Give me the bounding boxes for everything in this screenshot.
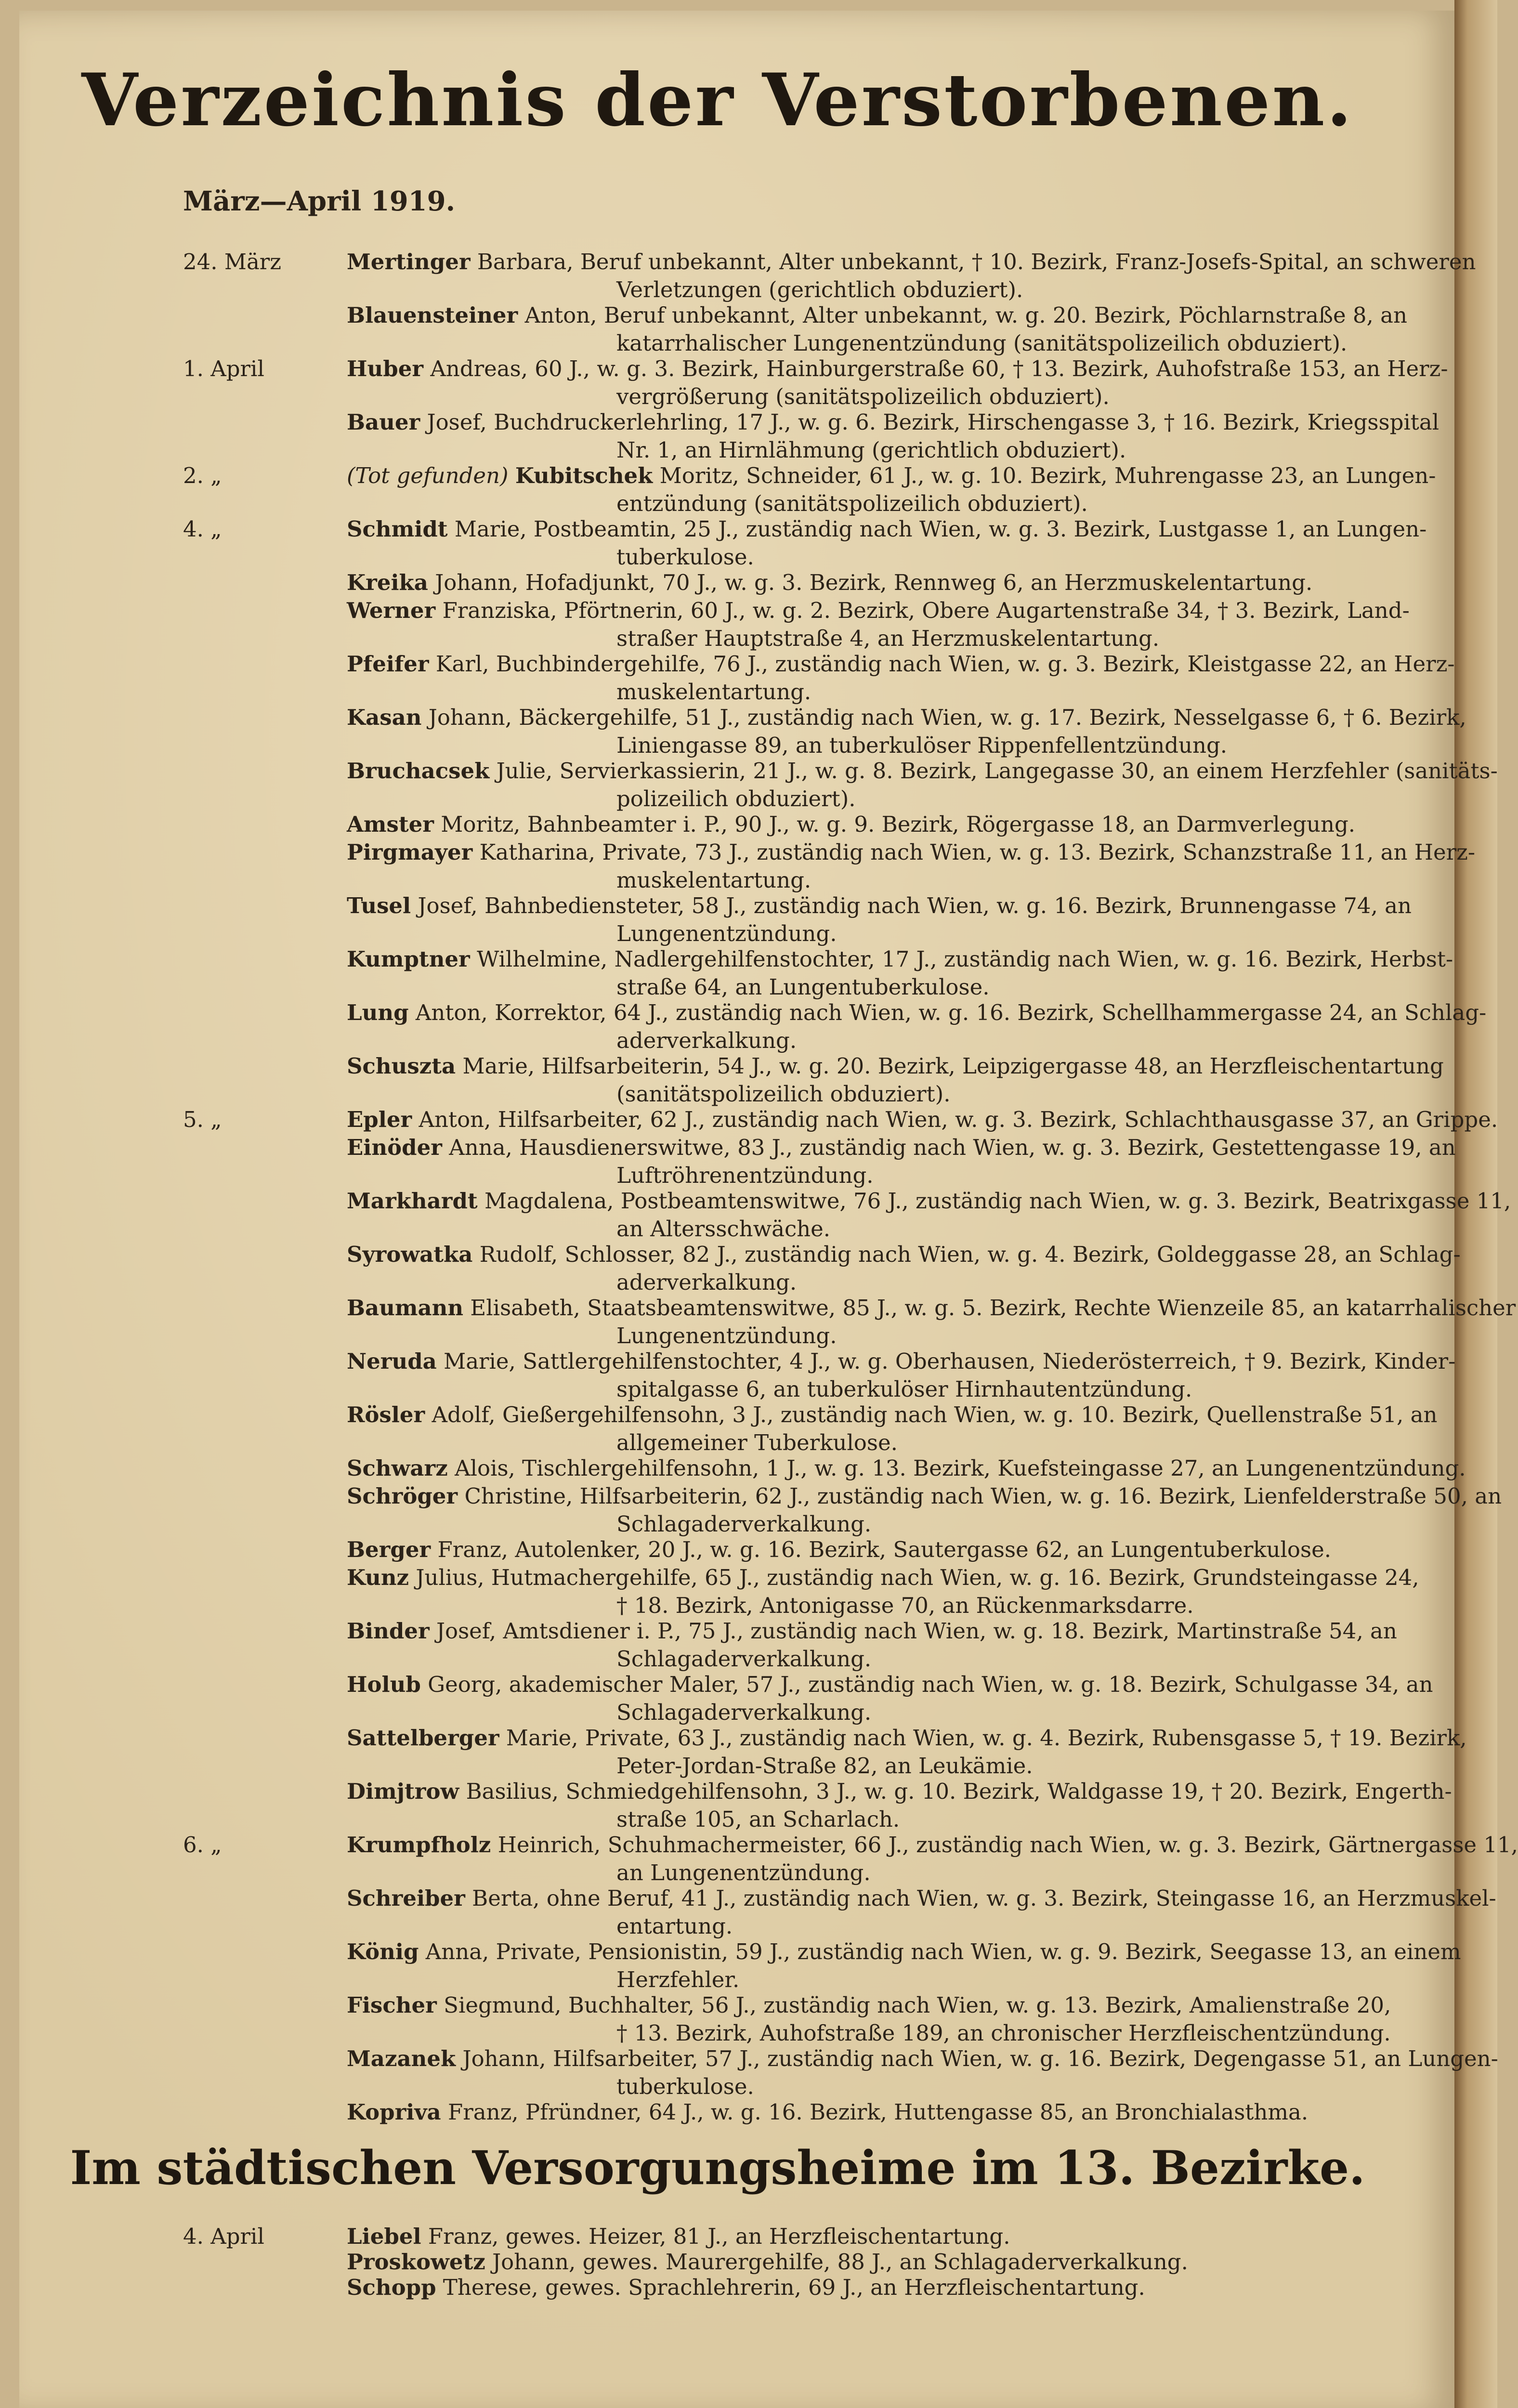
entry-text	[347, 515, 1427, 571]
surname: Schreiber	[347, 1885, 465, 1911]
entry-text	[347, 1134, 1456, 1190]
entry-details: Johann, Bäckergehilfe, 51 J., zuständig nach Wien, w. g. 17. Bezirk, Nesselgasse 6, † 6. Bezirk,	[421, 705, 1466, 730]
entry-text	[347, 2098, 1411, 2126]
surname: Sattelberger	[347, 1725, 499, 1751]
date-range-subtitle: März—April 1919.	[183, 185, 456, 217]
surname: Amster	[347, 811, 434, 837]
entry-text	[347, 1106, 1498, 1134]
entry-details: Barbara, Beruf unbekannt, Alter unbekannt, † 10. Bezirk, Franz-Josefs-Spital, an schweren	[470, 249, 1476, 275]
entry-continuation: tuberkulose.	[616, 544, 754, 570]
entry-continuation: muskelentartung.	[616, 867, 811, 893]
entry-date: 1. April	[183, 356, 264, 381]
entry-continuation: Liniengasse 89, an tuberkulöser Rippenfellentzündung.	[616, 733, 1228, 758]
surname: Bruchacsek	[347, 758, 490, 784]
entry-continuation: Lungenentzündung.	[616, 921, 837, 946]
entry-text	[347, 2274, 1411, 2302]
entry-text	[347, 704, 1466, 759]
entry-date: 24. März	[183, 249, 281, 275]
entry-text	[347, 1885, 1496, 1940]
entry-details: Johann, gewes. Maurergehilfe, 88 J., an Schlagaderverkalkung.	[485, 2249, 1188, 2275]
entry-text	[347, 838, 1476, 894]
surname: Kreika	[347, 570, 428, 595]
surname: Kumptner	[347, 946, 470, 972]
entry-details: Marie, Hilfsarbeiterin, 54 J., w. g. 20. Bezirk, Leipzigergasse 48, an Herzfleischentartung	[456, 1053, 1444, 1079]
entry-details: Rudolf, Schlosser, 82 J., zuständig nach Wien, w. g. 4. Bezirk, Goldeggasse 28, an Schlag-	[472, 1242, 1461, 1267]
entry-continuation: allgemeiner Tuberkulose.	[616, 1430, 898, 1455]
surname: Kopriva	[347, 2099, 441, 2125]
entry-details: Josef, Amtsdiener i. P., 75 J., zuständig nach Wien, w. g. 18. Bezirk, Martinstraße 54, an	[429, 1618, 1397, 1644]
entry-continuation: (sanitätspolizeilich obduziert).	[616, 1081, 951, 1107]
surname: Holub	[347, 1672, 421, 1697]
entry-continuation: aderverkalkung.	[616, 1269, 797, 1295]
surname: Schwarz	[347, 1455, 448, 1481]
entry-continuation: † 13. Bezirk, Auhofstraße 189, an chronischer Herzfleischentzündung.	[616, 2020, 1391, 2046]
entry-text	[347, 1617, 1411, 1673]
surname: Markhardt	[347, 1188, 478, 1214]
entry-details: Franz, gewes. Heizer, 81 J., an Herzfleischentartung.	[421, 2224, 1010, 2249]
entry-continuation: aderverkalkung.	[616, 1028, 797, 1053]
entry-continuation: Luftröhrenentzündung.	[616, 1163, 874, 1188]
entry-text	[347, 1482, 1502, 1538]
entry-text	[347, 811, 1411, 838]
entry-continuation: Nr. 1, an Hirnlähmung (gerichtlich obduziert).	[616, 437, 1126, 463]
entry-text	[347, 1052, 1444, 1108]
surname: Bauer	[347, 409, 420, 435]
entry-details: Andreas, 60 J., w. g. 3. Bezirk, Hainburgerstraße 60, † 13. Bezirk, Auhofstraße 153, an Herz-	[423, 356, 1448, 381]
entry-continuation: entartung.	[616, 1913, 733, 1939]
entry-continuation: entzündung (sanitätspolizeilich obduziert).	[616, 491, 1088, 516]
entry-date: 4. April	[183, 2224, 264, 2249]
surname: Blauensteiner	[347, 302, 518, 328]
surname: Einöder	[347, 1135, 442, 1160]
entry-note: (Tot gefunden)	[347, 463, 515, 488]
surname: Werner	[347, 598, 436, 623]
entry-continuation: Herzfehler.	[616, 1967, 740, 1992]
entry-details: Moritz, Bahnbeamter i. P., 90 J., w. g. 9. Bezirk, Rögergasse 18, an Darmverlegung.	[434, 811, 1356, 837]
surname: Baumann	[347, 1295, 464, 1321]
entry-continuation: polizeilich obduziert).	[616, 786, 856, 811]
surname: Liebel	[347, 2224, 421, 2249]
entry-continuation: katarrhalischer Lungenentzündung (sanitätspolizeilich obduziert).	[616, 330, 1348, 356]
entry-text	[347, 1991, 1411, 2047]
entry-text	[347, 355, 1448, 411]
entry-details: Franziska, Pförtnerin, 60 J., w. g. 2. Bezirk, Obere Augartenstraße 34, † 3. Bezirk, Land-	[435, 598, 1410, 623]
entry-text	[347, 1187, 1511, 1243]
entry-text	[347, 408, 1439, 464]
entry-text	[347, 1778, 1452, 1833]
entry-continuation: straßer Hauptstraße 4, an Herzmuskelentartung.	[616, 626, 1160, 651]
surname: Kasan	[347, 705, 422, 730]
entry-text	[347, 892, 1411, 948]
entry-details: Adolf, Gießergehilfensohn, 3 J., zuständig nach Wien, w. g. 10. Bezirk, Quellenstraße 51, an	[425, 1402, 1438, 1427]
surname: Binder	[347, 1618, 430, 1644]
entry-details: Julie, Servierkassierin, 21 J., w. g. 8. Bezirk, Langegasse 30, an einem Herzfehler (sanitäts-	[489, 758, 1498, 784]
entry-text	[347, 1536, 1411, 1564]
entry-details: Christine, Hilfsarbeiterin, 62 J., zuständig nach Wien, w. g. 16. Bezirk, Lienfelderstraße 50, an	[458, 1483, 1502, 1509]
entry-text	[347, 1401, 1438, 1457]
entry-text	[347, 597, 1411, 653]
entry-continuation: Verletzungen (gerichtlich obduziert).	[616, 277, 1023, 302]
surname: Mazanek	[347, 2046, 456, 2071]
surname: Tusel	[347, 893, 411, 918]
entry-text	[347, 945, 1453, 1001]
entry-text	[347, 999, 1487, 1055]
entry-details: Marie, Private, 63 J., zuständig nach Wien, w. g. 4. Bezirk, Rubensgasse 5, † 19. Bezirk,	[499, 1725, 1467, 1751]
entry-text	[347, 301, 1411, 357]
entry-date: 5. „	[183, 1107, 222, 1132]
entry-text	[347, 569, 1411, 597]
entry-details: Anna, Hausdienerswitwe, 83 J., zuständig nach Wien, w. g. 3. Bezirk, Gestettengasse 19, an	[442, 1135, 1456, 1160]
page-title: Verzeichnis der Verstorbenen.	[81, 58, 1354, 143]
entry-text	[347, 1241, 1461, 1296]
surname: Dimjtrow	[347, 1779, 459, 1804]
entry-details: Franz, Autolenker, 20 J., w. g. 16. Bezirk, Sautergasse 62, an Lungentuberkulose.	[431, 1537, 1332, 1562]
entry-text	[347, 1454, 1466, 1482]
entry-details: Josef, Bahnbediensteter, 58 J., zuständig nach Wien, w. g. 16. Bezirk, Brunnengasse 74, an	[411, 893, 1412, 918]
entry-details: Moritz, Schneider, 61 J., w. g. 10. Bezirk, Muhrengasse 23, an Lungen-	[653, 463, 1436, 488]
surname: Berger	[347, 1537, 431, 1562]
entry-details: Alois, Tischlergehilfensohn, 1 J., w. g. 13. Bezirk, Kuefsteingasse 27, an Lungenentzündung.	[447, 1455, 1466, 1481]
entry-details: Georg, akademischer Maler, 57 J., zuständig nach Wien, w. g. 18. Bezirk, Schulgasse 34, an	[420, 1672, 1433, 1697]
entry-details: Heinrich, Schuhmachermeister, 66 J., zuständig nach Wien, w. g. 3. Bezirk, Gärtnergasse 11,	[491, 1832, 1518, 1858]
surname: Huber	[347, 356, 424, 381]
entry-details: Marie, Sattlergehilfenstochter, 4 J., w. g. Oberhausen, Niederösterreich, † 9. Bezirk, Kinder-	[436, 1348, 1456, 1374]
surname: Mertinger	[347, 249, 471, 275]
entry-details: Anton, Hilfsarbeiter, 62 J., zuständig nach Wien, w. g. 3. Bezirk, Schlachthausgasse 37, an Grippe.	[412, 1107, 1498, 1132]
surname: König	[347, 1939, 419, 1964]
entry-date: 4. „	[183, 516, 222, 542]
entry-text	[347, 1294, 1516, 1350]
surname: Epler	[347, 1107, 412, 1132]
surname: Fischer	[347, 1992, 437, 2018]
entry-text	[347, 248, 1476, 304]
entry-continuation: straße 105, an Scharlach.	[616, 1806, 900, 1832]
entry-continuation: tuberkulose.	[616, 2074, 754, 2099]
entry-details: Anton, Korrektor, 64 J., zuständig nach Wien, w. g. 16. Bezirk, Schellhammergasse 24, an Schlag-	[408, 1000, 1487, 1025]
entry-details: Basilius, Schmiedgehilfensohn, 3 J., w. g. 10. Bezirk, Waldgasse 19, † 20. Bezirk, Engerth-	[459, 1779, 1452, 1804]
entry-details: Johann, Hofadjunkt, 70 J., w. g. 3. Bezirk, Rennweg 6, an Herzmuskelentartung.	[428, 570, 1313, 595]
entry-text	[347, 1938, 1461, 1994]
entry-date: 2. „	[183, 463, 222, 488]
entry-continuation: an Lungenentzündung.	[616, 1860, 871, 1885]
entry-details: Anna, Private, Pensionistin, 59 J., zuständig nach Wien, w. g. 9. Bezirk, Seegasse 13, an einem	[419, 1939, 1461, 1964]
surname: Krumpfholz	[347, 1832, 491, 1858]
surname: Schmidt	[347, 516, 448, 542]
entry-details: Karl, Buchbindergehilfe, 76 J., zuständig nach Wien, w. g. 3. Bezirk, Kleistgasse 22, an Herz-	[429, 651, 1455, 677]
entry-continuation: Schlagaderverkalkung.	[616, 1646, 872, 1672]
surname: Pirgmayer	[347, 839, 473, 865]
entry-details: Wilhelmine, Nadlergehilfenstochter, 17 J., zuständig nach Wien, w. g. 16. Bezirk, Herbst-	[470, 946, 1453, 972]
entry-details: Anton, Beruf unbekannt, Alter unbekannt, w. g. 20. Bezirk, Pöchlarnstraße 8, an	[518, 302, 1407, 328]
entry-text	[347, 2223, 1411, 2251]
entry-text	[347, 650, 1455, 706]
entry-details: Katharina, Private, 73 J., zuständig nach Wien, w. g. 13. Bezirk, Schanzstraße 11, an Herz-	[472, 839, 1476, 865]
surname: Syrowatka	[347, 1242, 473, 1267]
entry-details: Julius, Hutmachergehilfe, 65 J., zuständig nach Wien, w. g. 16. Bezirk, Grundsteingasse 24,	[409, 1565, 1419, 1590]
entry-text	[347, 1564, 1419, 1620]
entry-details: Elisabeth, Staatsbeamtenswitwe, 85 J., w. g. 5. Bezirk, Rechte Wienzeile 85, an katarrhalischer	[463, 1295, 1516, 1321]
entry-text	[347, 2248, 1411, 2276]
entry-continuation: muskelentartung.	[616, 679, 811, 705]
entry-details: Franz, Pfründner, 64 J., w. g. 16. Bezirk, Huttengasse 85, an Bronchialasthma.	[441, 2099, 1309, 2125]
surname: Schröger	[347, 1483, 458, 1509]
entry-continuation: an Altersschwäche.	[616, 1216, 831, 1242]
entry-date: 6. „	[183, 1832, 222, 1858]
surname: Kubitschek	[515, 463, 653, 488]
surname: Schuszta	[347, 1053, 456, 1079]
entry-continuation: straße 64, an Lungentuberkulose.	[616, 974, 990, 1000]
surname: Lung	[347, 1000, 409, 1025]
entry-text	[347, 2045, 1498, 2101]
surname: Pfeifer	[347, 651, 429, 677]
surname: Proskowetz	[347, 2249, 485, 2275]
entry-details: Siegmund, Buchhalter, 56 J., zuständig nach Wien, w. g. 13. Bezirk, Amalienstraße 20,	[436, 1992, 1391, 2018]
section-heading: Im städtischen Versorgungsheime im 13. Bezirke.	[70, 2141, 1365, 2195]
entry-text	[347, 1831, 1518, 1887]
entry-continuation: Schlagaderverkalkung.	[616, 1511, 872, 1537]
entry-continuation: vergrößerung (sanitätspolizeilich obduziert).	[616, 384, 1110, 409]
entry-continuation: Schlagaderverkalkung.	[616, 1700, 872, 1725]
surname: Schopp	[347, 2275, 436, 2300]
entry-details: Magdalena, Postbeamtenswitwe, 76 J., zuständig nach Wien, w. g. 3. Bezirk, Beatrixgasse 11,	[477, 1188, 1511, 1214]
entry-continuation: † 18. Bezirk, Antonigasse 70, an Rückenmarksdarre.	[616, 1593, 1194, 1618]
entry-text	[347, 1671, 1433, 1727]
entry-continuation: spitalgasse 6, an tuberkulöser Hirnhautentzündung.	[616, 1376, 1192, 1402]
entry-continuation: Lungenentzündung.	[616, 1323, 837, 1348]
entry-continuation: Peter-Jordan-Straße 82, an Leukämie.	[616, 1753, 1033, 1779]
entry-details: Josef, Buchdruckerlehrling, 17 J., w. g. 6. Bezirk, Hirschengasse 3, † 16. Bezirk, Kriegsspital	[420, 409, 1439, 435]
surname: Neruda	[347, 1348, 437, 1374]
surname: Rösler	[347, 1402, 425, 1427]
entry-text	[347, 1348, 1456, 1403]
entry-text	[347, 1724, 1467, 1780]
entry-text	[347, 462, 1436, 518]
surname: Kunz	[347, 1565, 409, 1590]
entry-details: Berta, ohne Beruf, 41 J., zuständig nach Wien, w. g. 3. Bezirk, Steingasse 16, an Herzmuskel-	[465, 1885, 1496, 1911]
entry-text	[347, 757, 1498, 813]
entry-details: Marie, Postbeamtin, 25 J., zuständig nach Wien, w. g. 3. Bezirk, Lustgasse 1, an Lungen-	[447, 516, 1427, 542]
entry-details: Johann, Hilfsarbeiter, 57 J., zuständig nach Wien, w. g. 16. Bezirk, Degengasse 51, an Lungen-	[456, 2046, 1498, 2071]
entry-details: Therese, gewes. Sprachlehrerin, 69 J., an Herzfleischentartung.	[436, 2275, 1145, 2300]
